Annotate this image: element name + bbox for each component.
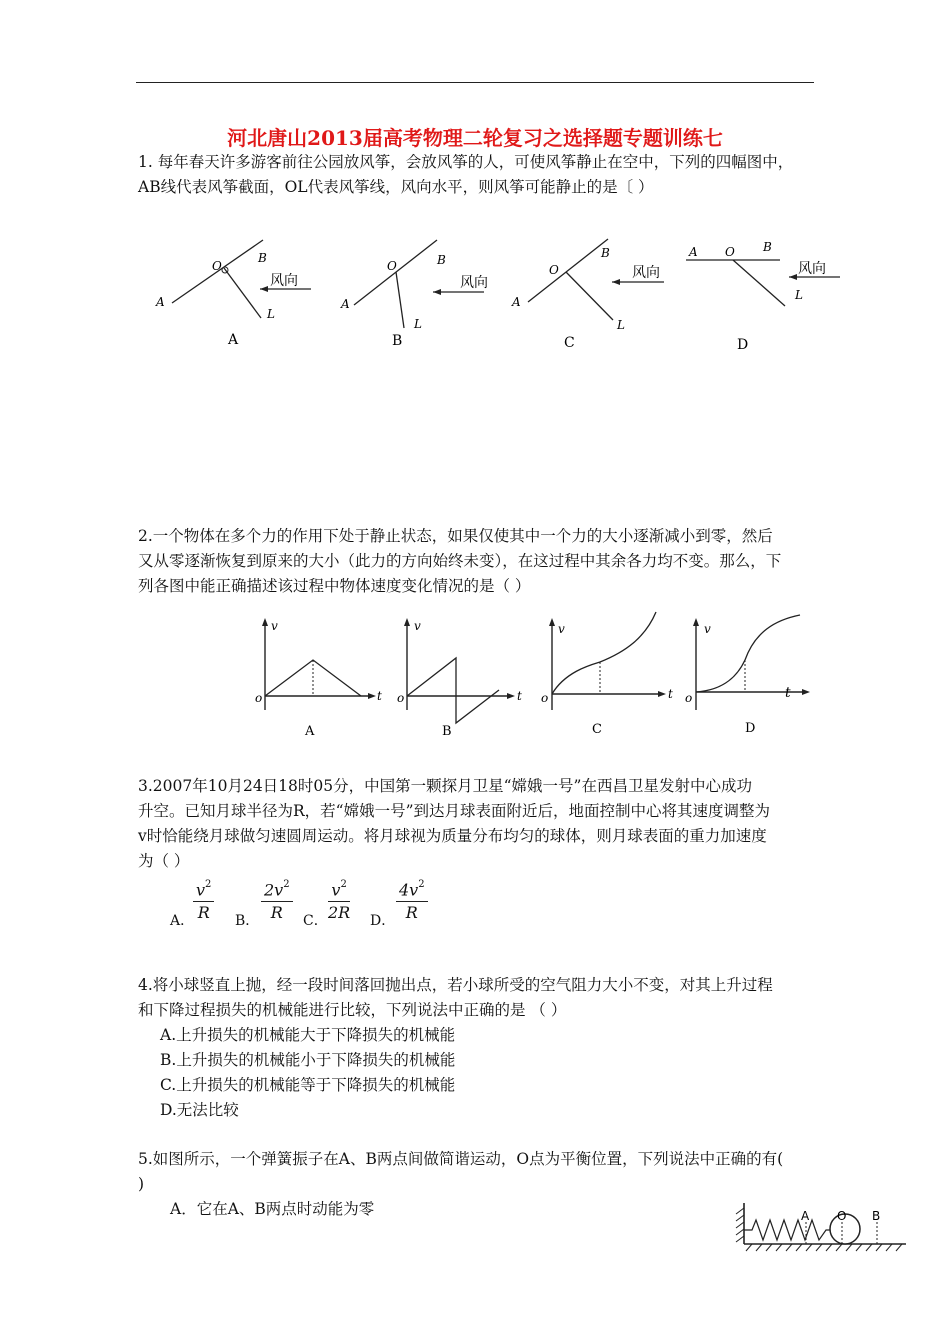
q3-option-d-label: D． [370,913,396,929]
kite-a-option: A [228,332,239,348]
kite-c-label-o: O [549,263,559,277]
kite-a-label-b: B [258,251,267,265]
q3-option-c-label: C． [303,913,328,929]
kite-d-option: D [737,337,749,353]
kite-a-label-o: O [212,259,222,273]
graph-d-t: t [785,685,791,701]
q1-text-line1: 1. 每年春天许多游客前往公园放风筝，会放风筝的人，可使风筝静止在空中，下列的四幅图中， [138,153,794,171]
kite-b-label-a: A [341,297,350,311]
q4-option-d: D.无法比较 [160,1101,239,1119]
q4-option-a: A.上升损失的机械能大于下降损失的机械能 [160,1026,456,1044]
q1-text-line2: AB线代表风筝截面，OL代表风筝线，风向水平，则风筝可能静止的是〔 ） [138,178,654,196]
kite-d-wind-label: 风向 [798,261,826,277]
graph-d-o: o [685,691,693,705]
graph-a-o: o [255,691,263,705]
q3-text-line3: v时恰能绕月球做匀速圆周运动。将月球视为质量分布均匀的球体，则月球表面的重力加速度 [138,827,767,845]
spring-label-o: O [837,1209,847,1223]
kite-b-label-l: L [414,317,422,331]
q3-option-b-label: B． [235,913,260,929]
page-title: 河北唐山2013届高考物理二轮复习之选择题专题训练七 [227,126,723,150]
q3-option-d-formula: $\frac{4v^2}{R}$ [396,876,428,924]
q5-text-line2: ) [138,1175,145,1193]
graph-b-v: v [414,619,421,633]
q2-text-line1: 2.一个物体在多个力的作用下处于静止状态，如果仅使其中一个力的大小逐渐减小到零，然后 [138,527,773,545]
spring-label-a: A [801,1209,810,1223]
kite-a-label-l: L [267,307,275,321]
kite-c-label-l: L [617,318,625,332]
kite-c-label-a: A [512,295,521,309]
graph-b-t: t [517,689,522,703]
graph-a-v: v [271,619,278,633]
graph-b-option: B [442,724,452,739]
q3-option-a-label: A． [170,913,195,929]
kite-d-label-l: L [795,288,803,302]
kite-a-wind-label: 风向 [270,273,298,289]
q5-option-a: A．它在A、B两点时动能为零 [170,1200,375,1218]
q3-option-a-formula: $\frac{v^2}{R}$ [193,876,214,924]
q2-text-line2: 又从零逐渐恢复到原来的大小（此力的方向始终未变），在这过程中其余各力均不变。那么，下 [138,552,782,570]
q3-text-line1: 3.2007年10月24日18时05分，中国第一颗探月卫星“嫦娥一号”在西昌卫星发射中心成功 [138,777,752,795]
kite-d-label-a: A [689,245,698,259]
graph-c-v: v [558,622,565,636]
kite-a-label-a: A [156,295,165,309]
kite-b-option: B [392,333,403,349]
kite-b-wind-label: 风向 [460,275,488,291]
q4-text-line1: 4.将小球竖直上抛，经一段时间落回抛出点，若小球所受的空气阻力大小不变，对其上升过程 [138,976,773,994]
q3-text-line4: 为（ ） [138,852,190,870]
kite-c-wind-label: 风向 [632,265,660,281]
kite-d-label-o: O [725,245,735,259]
q4-option-b: B.上升损失的机械能小于下降损失的机械能 [160,1051,456,1069]
q4-option-c: C.上升损失的机械能等于下降损失的机械能 [160,1076,456,1094]
kite-d-label-b: B [763,240,772,254]
q5-text-line1: 5.如图所示，一个弹簧振子在A、B两点间做简谐运动，O点为平衡位置，下列说法中正确的有( [138,1150,784,1168]
kite-b-label-o: O [387,259,397,273]
kite-c-option: C [564,335,575,351]
graph-c-option: C [592,722,602,737]
q2-text-line3: 列各图中能正确描述该过程中物体速度变化情况的是（ ） [138,577,531,595]
graph-c-o: o [541,691,549,705]
graph-a-t: t [377,689,382,703]
graph-c-t: t [668,687,673,701]
q3-text-line2: 升空。已知月球半径为R，若“嫦娥一号”到达月球表面附近后，地面控制中心将其速度调整为 [138,802,771,820]
graph-b-o: o [397,691,405,705]
spring-label-b: B [872,1209,881,1223]
q4-text-line2: 和下降过程损失的机械能进行比较，下列说法中正确的是 （ ） [138,1001,567,1019]
kite-b-label-b: B [437,253,446,267]
kite-c-label-b: B [601,246,610,260]
graph-a-option: A [305,724,315,739]
q3-option-c-formula: $\frac{v^2}{2R}$ [328,876,350,924]
graph-d-option: D [745,721,756,736]
graph-d-v: v [704,622,711,636]
q3-option-b-formula: $\frac{2v^2}{R}$ [261,876,293,924]
